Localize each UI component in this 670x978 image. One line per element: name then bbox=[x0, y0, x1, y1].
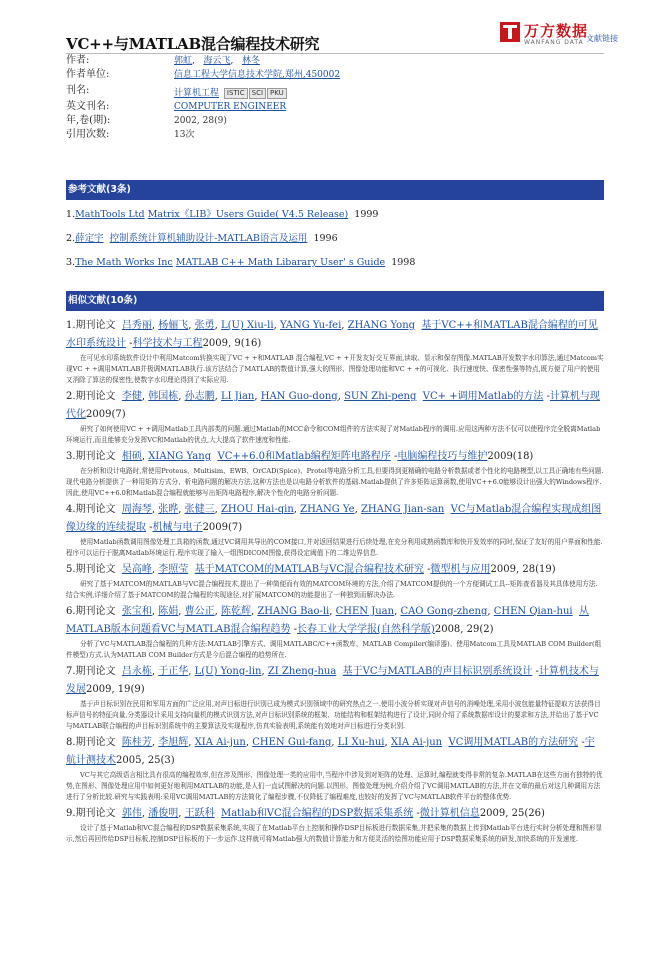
author-link[interactable]: 海云飞 bbox=[203, 56, 231, 66]
similar-year: 2008, 29(2) bbox=[434, 624, 494, 635]
journal-en-link[interactable]: COMPUTER ENGINEER bbox=[174, 102, 287, 112]
references-list bbox=[66, 208, 604, 280]
cited-row bbox=[66, 128, 604, 142]
similar-author-link[interactable]: ZHANG Yong bbox=[347, 320, 416, 331]
author-link[interactable]: 郭虹 bbox=[174, 56, 193, 66]
authors-value: 郭虹, 海云飞, 林冬 bbox=[174, 56, 260, 66]
similar-author-link[interactable]: SUN Zhi-peng bbox=[344, 391, 417, 402]
similar-year: 2009, 25(26) bbox=[479, 808, 545, 819]
similar-item bbox=[66, 501, 604, 559]
unit-link[interactable]: 信息工程大学信息技术学院,郑州,450002 bbox=[174, 70, 341, 80]
logo-subtitle: WANFANG DATA bbox=[524, 39, 584, 46]
similar-author-link[interactable]: L(U) Yong-lin bbox=[194, 666, 262, 677]
similar-number: 6. bbox=[66, 606, 76, 617]
reference-year: 1999 bbox=[354, 209, 379, 220]
reference-number: 3. bbox=[66, 257, 76, 268]
literature-link[interactable]: 文献链接 bbox=[586, 34, 618, 43]
similar-author-link[interactable]: 周海琴 bbox=[121, 504, 152, 515]
reference-title-link[interactable]: 控制系统计算机辅助设计-MATLAB语言及运用 bbox=[109, 233, 308, 244]
similar-item bbox=[66, 603, 604, 661]
similar-author-link[interactable]: 韩国栋 bbox=[148, 391, 179, 402]
page-title: VC++与MATLAB混合编程技术研究 bbox=[66, 35, 320, 53]
similar-author-link[interactable]: 李旭辉 bbox=[158, 737, 189, 748]
authors-label: 作者: bbox=[66, 55, 90, 66]
similar-author-link[interactable]: 陈桂芳 bbox=[121, 737, 152, 748]
reference-author-link[interactable]: 薛定宇 bbox=[75, 233, 104, 244]
istic-badge: ISTIC bbox=[224, 88, 248, 99]
reference-author-link[interactable]: MathTools Ltd bbox=[75, 209, 145, 220]
similar-number: 5. bbox=[66, 564, 76, 575]
journal-en-row bbox=[66, 100, 604, 114]
journal-label: 刊名: bbox=[66, 85, 90, 96]
similar-author-link[interactable]: 李照莹 bbox=[158, 564, 189, 575]
reference-title-link[interactable]: Matrix《LIB》Users Guide( V4.5 Release) bbox=[147, 209, 349, 220]
pku-badge: PKU bbox=[267, 88, 287, 99]
similar-year: 2009, 28(19) bbox=[490, 564, 556, 575]
similar-item bbox=[66, 448, 604, 499]
cited-value: 13次 bbox=[174, 130, 195, 140]
similar-item-head: 9.期刊论文 郭伟, 潘俊明, 王跃科 Matlab和VC混合编程的DSP数据采集系统 -微计算机信息2009, 25(26) bbox=[66, 808, 545, 819]
similar-author-link[interactable]: ZHANG Jian-san bbox=[360, 504, 445, 515]
similar-abstract: VC与其它高级语言相比具有很高的编程效率,但在涉及图形、图像处理一类的应用中,当程序中涉及到对矩阵的处理、运算时,编程就变得非常的复杂.MATLAB在这些方面有独特的优势,在图形、图像处理应用中如何更好地利用MATLAB的功能,是人们一直试图解决的问题.以图形、图像处理为例,介绍介绍了VC调用MATLAB的方法,并在文章的最后对这几种调用方法进行了分析比较.研究与实践表明:采用VC调用MATLAB的方法简化了编程步骤,不仅降低了编程难度,也较好的发挥了VC与MATLAB软件平台的整体优势. bbox=[66, 771, 603, 801]
similar-author-link[interactable]: 陈乾辉 bbox=[220, 606, 251, 617]
reference-item bbox=[66, 232, 604, 256]
similar-abstract: 在分析和设计电路时,常使用Proteus、Multisim、EWB、OrCAD(Spice)、Protel等电路分析工具,但要得到更精确的电路分析数据或者个性化的电路模型,以工具正确地有些问题.现代电路分析提供了一种用矩阵方式分、析电路问题的解决方法,这种方法也是以电路分析软件的基础.Matlab提供了许多矩阵运算函数,使用VC++6.0能够设计出强大的Windows程序.因此,使用VC++6.0和Matlab混合编程就能够写出矩阵电路程序,解决个性化的电路分析问题. bbox=[66, 467, 604, 497]
similar-title-link[interactable]: Matlab和VC混合编程的DSP数据采集系统 bbox=[220, 808, 414, 819]
similar-abstract: 基于声目标识别在民用和军用方面的广泛应用,对声目标进行识别已成为模式识别领域中的研究热点之一.使用小波分析实现对声信号的消噪处理,采用小波包能量特征提取方法获得目标声信号的特征向量,分类器设计采用支持向量机的模式识别方法,对声目标识别系统的框架、功能结构和框架结构进行了设计,同时介绍了系统数据库设计的要求和方法,并给出了基于VC与MATLAB联合编程的声目标识别系统中的主要算法及实现程序,仿真实验表明,系统能有效地对声目标进行分类识别. bbox=[66, 700, 601, 730]
similar-type: 期刊论文 bbox=[75, 808, 116, 819]
wanfang-logo[interactable] bbox=[500, 22, 650, 52]
similar-author-link[interactable]: 孙志鹏 bbox=[184, 391, 215, 402]
year-label: 年,卷(期): bbox=[66, 115, 111, 126]
similar-journal-link[interactable]: 微计算机信息 bbox=[419, 808, 480, 819]
similar-item bbox=[66, 561, 604, 601]
similar-title-link[interactable]: VC++6.0和Matlab编程矩阵电路程序 bbox=[217, 451, 391, 462]
unit-label: 作者单位: bbox=[66, 69, 110, 80]
authors-row bbox=[66, 54, 604, 68]
similar-title-link[interactable]: 基于VC++和MATLAB混合编程的可见水印系统设计 bbox=[66, 320, 598, 349]
similar-item bbox=[66, 734, 604, 803]
similar-title-link[interactable]: VC+ +调用Matlab的方法 bbox=[422, 391, 544, 402]
similar-number: 1. bbox=[66, 320, 76, 331]
similar-author-link[interactable]: ZHOU Hai-qin bbox=[220, 504, 294, 515]
similar-number: 9. bbox=[66, 808, 76, 819]
unit-row bbox=[66, 68, 604, 82]
reference-item bbox=[66, 256, 604, 280]
similar-author-link[interactable]: 曹公正 bbox=[184, 606, 215, 617]
year-value: 2002, 28(9) bbox=[174, 116, 227, 126]
similar-journal-link[interactable]: 计算机与现代化 bbox=[66, 391, 600, 420]
similar-abstract: 使用Matlab函数调用图像处理工具箱的函数,通过VC调用其导出的COM接口,并对返回结果进行后续处理,在充分利用成熟函数库和快开发效率的同时,保证了友好的用户界面和性能.程序可以运行于脱离Matlab环境运行.程序实现了输入一组图DICOM图像,获得设定阈值下的二维边界信息. bbox=[66, 538, 603, 557]
similar-title-link[interactable]: VC调用MATLAB的方法研究 bbox=[448, 737, 579, 748]
similar-author-link[interactable]: ZHANG Bao-li bbox=[257, 606, 330, 617]
reference-number: 1. bbox=[66, 209, 76, 220]
similar-item bbox=[66, 317, 604, 386]
similar-number: 2. bbox=[66, 391, 76, 402]
similar-author-link[interactable]: HAN Guo-dong bbox=[260, 391, 338, 402]
similar-number: 3. bbox=[66, 451, 76, 462]
similar-item bbox=[66, 663, 604, 732]
cited-label: 引用次数: bbox=[66, 129, 110, 140]
references-header: 参考文献(3条) bbox=[66, 180, 604, 200]
similar-author-link[interactable]: 张勇 bbox=[194, 320, 215, 331]
similar-year: 2009, 19(9) bbox=[86, 684, 145, 695]
similar-type: 期刊论文 bbox=[75, 320, 116, 331]
similar-author-link[interactable]: XIA Ai-jun bbox=[390, 737, 443, 748]
similar-author-link[interactable]: 郭伟 bbox=[121, 808, 142, 819]
similar-author-link[interactable]: L(U) Xiu-li bbox=[220, 320, 274, 331]
similar-item-head: 2.期刊论文 李健, 韩国栋, 孙志鹏, LI Jian, HAN Guo-dong, SUN Zhi-peng VC+ +调用Matlab的方法 -计算机与现代化2009(7) bbox=[66, 391, 600, 420]
similar-journal-link[interactable]: 微型机与应用 bbox=[430, 564, 491, 575]
similar-number: 8. bbox=[66, 737, 76, 748]
similar-author-link[interactable]: ZI Zheng-hua bbox=[267, 666, 337, 677]
similar-item bbox=[66, 805, 604, 845]
similar-year: 2009(7) bbox=[86, 409, 126, 420]
similar-author-link[interactable]: LI Jian bbox=[220, 391, 255, 402]
similar-abstract: 研究了如何使用VC + +调用Matlab工具内部类的问题.通过Matlab的MCC命令和COM组件的方法实现了对Matlab程序的调用.应用这两种方法不仅可以使程序完全脱离Matlab环境运行,而且能够充分发挥VC和Matlab的优点,大大提高了软件速度和性能. bbox=[66, 425, 601, 444]
similar-author-link[interactable]: YANG Yu-fei bbox=[279, 320, 342, 331]
similar-type: 期刊论文 bbox=[75, 564, 116, 575]
reference-item bbox=[66, 208, 604, 232]
similar-author-link[interactable]: 吕秀丽 bbox=[121, 320, 152, 331]
journal-link[interactable]: 计算机工程 bbox=[174, 88, 220, 99]
similar-year: 2009(18) bbox=[487, 451, 534, 462]
similar-type: 期刊论文 bbox=[75, 666, 116, 677]
similar-title-link[interactable]: 基于VC与MATLAB的声目标识别系统设计 bbox=[342, 666, 533, 677]
similar-journal-link[interactable]: 电脑编程技巧与维护 bbox=[397, 451, 488, 462]
similar-item-head: 8.期刊论文 陈桂芳, 李旭辉, XIA Ai-jun, CHEN Gui-fang, LI Xu-hui, XIA Ai-jun VC调用MATLAB的方法研究 -宇航计测技术2005, 25(3) bbox=[66, 737, 595, 766]
similar-author-link[interactable]: LI Xu-hui bbox=[337, 737, 385, 748]
similar-type: 期刊论文 bbox=[75, 737, 116, 748]
similar-year: 2009(7) bbox=[202, 522, 243, 533]
reference-number: 2. bbox=[66, 233, 76, 244]
similar-author-link[interactable]: XIA Ai-jun bbox=[194, 737, 246, 748]
similar-journal-link[interactable]: 计算机技术与发展 bbox=[66, 666, 599, 695]
similar-title-link[interactable]: 基于MATCOM的MATLAB与VC混合编程技术研究 bbox=[194, 564, 424, 575]
similar-item-head: 1.期刊论文 吕秀丽, 杨俪飞, 张勇, L(U) Xiu-li, YANG Yu-fei, ZHANG Yong 基于VC++和MATLAB混合编程的可见水印系统设计 -科学技术与工程2009, 9(16) bbox=[66, 320, 598, 349]
similar-author-link[interactable]: 杨俪飞 bbox=[158, 320, 189, 331]
similar-author-link[interactable]: CHEN Gui-fang bbox=[252, 737, 332, 748]
similar-item-head: 4.期刊论文 周海琴, 张晔, 张健三, ZHOU Hai-qin, ZHANG Ye, ZHANG Jian-san VC与Matlab混合编程实现成组图像边缘的连续提取 -机械与电子2009(7) bbox=[66, 504, 602, 533]
similar-type: 期刊论文 bbox=[75, 504, 116, 515]
similar-item-head: 6.期刊论文 张宝和, 陈娟, 曹公正, 陈乾辉, ZHANG Bao-li, CHEN Juan, CAO Gong-zheng, CHEN Qian-hui 从MATLAB版本问题看VC与MATLAB混合编程趋势 -长春工业大学学报(自然科学版)2008, 29(2) bbox=[66, 606, 589, 635]
reference-year: 1998 bbox=[391, 257, 416, 268]
journal-en-label: 英文刊名: bbox=[66, 101, 110, 112]
similar-author-link[interactable]: 潘俊明 bbox=[148, 808, 179, 819]
similar-type: 期刊论文 bbox=[75, 451, 116, 462]
similar-author-link[interactable]: CHEN Qian-hui bbox=[493, 606, 573, 617]
similar-author-link[interactable]: 王跃科 bbox=[184, 808, 215, 819]
author-link[interactable]: 林冬 bbox=[241, 56, 260, 66]
logo-name: 万方数据 bbox=[524, 22, 589, 40]
similar-item-head: 5.期刊论文 吴高峰, 李照莹 基于MATCOM的MATLAB与VC混合编程技术研究 -微型机与应用2009, 28(19) bbox=[66, 564, 556, 575]
similar-abstract: 在可见水印系统软件设计中利用Matcom转换实现了VC + +和MATLAB 混合编程,VC + +开发友好交互界面,读取、显示和保存图像.MATLAB开发数字水印算法,通过Matcom实现VC + +调用MATLAB并极调MATLAB执行.该方法结合了MATLAB的数值计算,强大的图形、图像处理功能和VC + +的可视化、执行速度快、保密性强等特点,既方便了用户的使用又消除了算法的保密性,使数字水印理论得到了实际应用. bbox=[66, 354, 604, 384]
similar-title-link[interactable]: VC与Matlab混合编程实现成组图像边缘的连续提取 bbox=[66, 504, 602, 533]
sci-badge: SCI bbox=[249, 88, 266, 99]
similar-abstract: 研究了基于MATCOM的MATLAB与VC混合编程技术,提出了一种简便而有效的MATCOM环境的方法,介绍了MATCOM提供的一个方便调试工具--矩阵查看器及其具体使用方法.结合实例,详细介绍了基于MATCOM的混合编程的实现途径,对扩展MATCOM的功能提出了一种独到而解决办法. bbox=[66, 580, 598, 599]
similar-type: 期刊论文 bbox=[75, 606, 116, 617]
similar-item bbox=[66, 388, 604, 446]
similar-author-link[interactable]: 相硕 bbox=[121, 451, 142, 462]
similar-author-link[interactable]: 陈娟 bbox=[158, 606, 179, 617]
similar-number: 4. bbox=[66, 504, 76, 515]
similar-title-link[interactable]: 从MATLAB版本问题看VC与MATLAB混合编程趋势 bbox=[66, 606, 589, 635]
reference-year: 1996 bbox=[313, 233, 338, 244]
journal-row bbox=[66, 82, 604, 100]
similar-author-link[interactable]: ZHANG Ye bbox=[300, 504, 355, 515]
similar-item-head: 7.期刊论文 吕永栋, 于正华, L(U) Yong-lin, ZI Zheng-hua 基于VC与MATLAB的声目标识别系统设计 -计算机技术与发展2009, 19(9) bbox=[66, 666, 599, 695]
similar-abstract: 设计了基于Matlab和VC混合编程的DSP数据采集系统,实现了在Matlab平台上控制和操作DSP目标板进行数据采集,并把采集的数据上传到Matlab平台进行实时分析处理和图形显示,然后再回传给DSP目标板,控制DSP目标板的下一步运作.这样就可将Matlab强大的数值计算能力和方便灵活的绘图功能应用于DSP数据采集系统的研发,加快系统的开发速度. bbox=[66, 824, 603, 843]
reference-title-link[interactable]: MATLAB C++ Math Libarary User' s Guide bbox=[175, 257, 386, 268]
similar-year: 2009, 9(16) bbox=[202, 338, 262, 349]
year-row bbox=[66, 114, 604, 128]
similar-journal-link[interactable]: 科学技术与工程 bbox=[132, 338, 203, 349]
similar-journal-link[interactable]: 长春工业大学学报(自然科学版) bbox=[297, 624, 435, 635]
similar-journal-link[interactable]: 宇航计测技术 bbox=[66, 737, 595, 766]
similar-number: 7. bbox=[66, 666, 76, 677]
similar-author-link[interactable]: 张健三 bbox=[184, 504, 215, 515]
similar-list bbox=[66, 317, 604, 847]
similar-author-link[interactable]: CAO Gong-zheng bbox=[400, 606, 488, 617]
wanfang-logo-mark-icon bbox=[500, 22, 520, 42]
similar-journal-link[interactable]: 机械与电子 bbox=[152, 522, 203, 533]
reference-author-link[interactable]: The Math Works Inc bbox=[75, 257, 173, 268]
similar-author-link[interactable]: 吕永栋 bbox=[121, 666, 152, 677]
similar-author-link[interactable]: 张晔 bbox=[158, 504, 179, 515]
similar-author-link[interactable]: XIANG Yang bbox=[148, 451, 212, 462]
similar-author-link[interactable]: CHEN Juan bbox=[335, 606, 395, 617]
similar-author-link[interactable]: 于正华 bbox=[158, 666, 189, 677]
similar-author-link[interactable]: 李健 bbox=[121, 391, 142, 402]
similar-type: 期刊论文 bbox=[75, 391, 116, 402]
similar-author-link[interactable]: 张宝和 bbox=[121, 606, 152, 617]
similar-abstract: 分析了VC与MATLAB混合编程的几种方法:MATLAB引擎方式、调用MATLABC/C++函数库、MATLAB Compiler(编译器)、使用Matcom工具及MATLAB COM Builder(组件模型)方式.认为MATLAB COM Builder方式是今后混合编程的趋势所在. bbox=[66, 640, 602, 659]
similar-year: 2005, 25(3) bbox=[116, 755, 175, 766]
similar-author-link[interactable]: 吴高峰 bbox=[121, 564, 152, 575]
article-metadata bbox=[66, 54, 604, 142]
similar-header: 相似文献(10条) bbox=[66, 291, 604, 311]
similar-item-head: 3.期刊论文 相硕, XIANG Yang VC++6.0和Matlab编程矩阵电路程序 -电脑编程技巧与维护2009(18) bbox=[66, 451, 534, 462]
